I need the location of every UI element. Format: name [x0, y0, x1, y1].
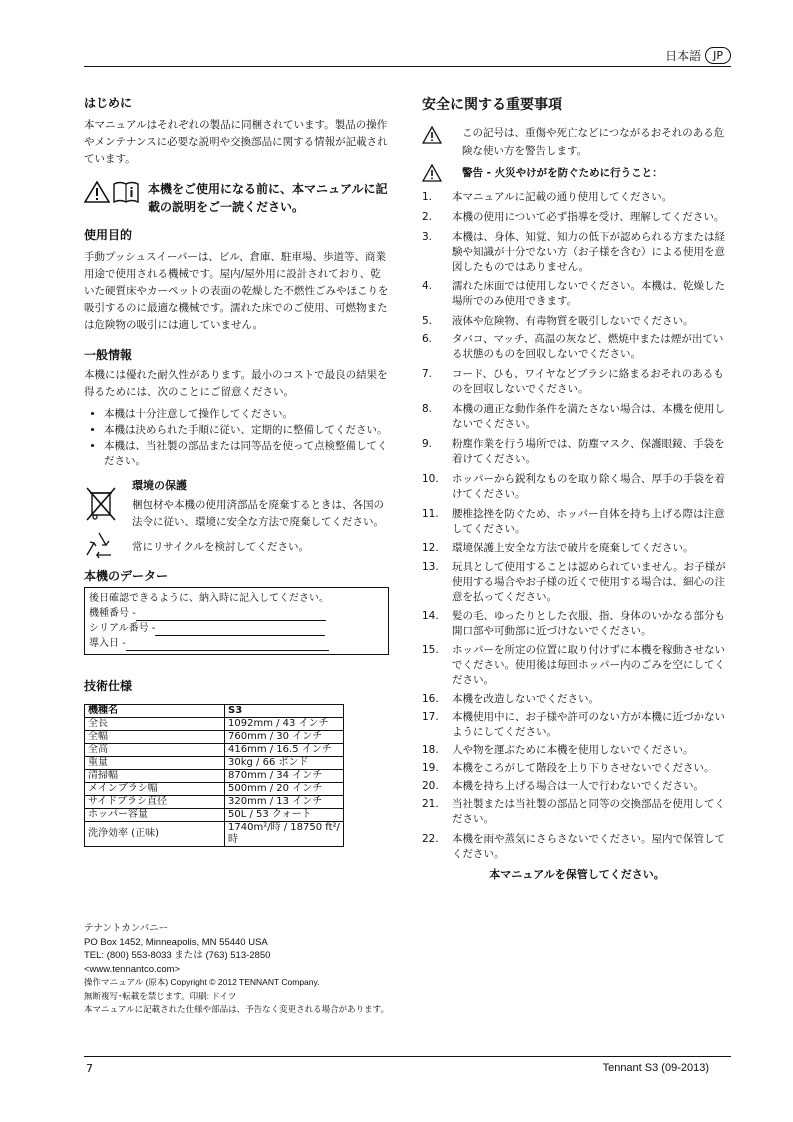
warning-triangle-icon	[84, 180, 110, 204]
list-number: 4.	[422, 280, 433, 292]
fire-warning-text: 警告 - 火災やけがを防ぐために行うこと：	[462, 167, 663, 179]
table-cell: 全幅	[85, 731, 225, 744]
install-field[interactable]	[126, 639, 329, 651]
list-text: 本機は、身体、知覚、知力の低下が認められる方または経験や知識が十分でない方（お子様を含む）による使用を意図したものではありません。	[452, 231, 725, 273]
environment-heading: 環境の保護	[132, 479, 187, 492]
document-title: Tennant S3 (09-2013)	[602, 1062, 709, 1074]
read-manual-warning	[84, 180, 389, 216]
list-item	[422, 710, 732, 740]
list-number: 12.	[422, 542, 439, 554]
list-text: タバコ、マッチ、高温の灰など、燃焼中または煙が出ている状態のものを回収しないでください。	[452, 333, 724, 360]
table-cell: 全高	[85, 744, 225, 757]
list-text: コード、ひも、ワイヤなどブラシに絡まるおそれのあるものを回収しないでください。	[452, 368, 724, 395]
table-cell: 機種名	[85, 705, 225, 718]
list-number: 9.	[422, 438, 433, 450]
purpose-text: 手動プッシュスイーパーは、ビル、倉庫、駐車場、歩道等、商業用途で使用される機械です。屋内/屋外用に設計されており、乾いた硬質床やカーペットの表面の乾燥した不燃性ごみやほこりを吸引するのに最適な機械です。濡れた床でのご使用、可燃物または危険物の吸引には適していません。	[84, 251, 389, 331]
serial-field[interactable]	[155, 624, 325, 636]
table-cell: ホッパー容量	[85, 809, 225, 822]
general-bullets	[84, 407, 389, 469]
list-item	[422, 832, 732, 862]
serial-label: シリアル番号 -	[89, 623, 156, 634]
table-cell: 760mm / 30 インチ	[225, 731, 344, 744]
warning-triangle-icon	[422, 164, 442, 182]
table-cell: 500mm / 20 インチ	[225, 783, 344, 796]
list-item	[422, 332, 732, 362]
list-number: 22.	[422, 833, 439, 845]
list-item	[422, 230, 732, 275]
list-number: 7.	[422, 368, 433, 380]
list-item	[422, 560, 732, 605]
table-cell: 870mm / 34 インチ	[225, 770, 344, 783]
table-cell: 50L / 53 クォート	[225, 809, 344, 822]
list-text: 濡れた床面では使用しないでください。本機は、乾燥した場所でのみ使用できます。	[452, 280, 725, 307]
header-rule	[84, 66, 731, 67]
fire-warning-row	[422, 164, 732, 182]
machine-data-box	[84, 587, 389, 655]
table-header-row	[85, 705, 344, 718]
list-text: 環境保護上安全な方法で破片を廃棄してください。	[452, 542, 694, 554]
list-text: ホッパーから鋭利なものを取り除く場合、厚手の手袋を着けてください。	[452, 473, 725, 500]
list-item	[422, 210, 732, 225]
list-number: 2.	[422, 211, 433, 223]
environment-text: 梱包材や本機の使用済部品を廃棄するときは、各国の法令に従い、環境に安全な方法で廃棄してください。	[132, 499, 384, 528]
list-item	[422, 692, 732, 707]
list-number: 1.	[422, 191, 433, 203]
list-item: • 本機は、当社製の部品または同等品を使って点検整備してください。	[104, 439, 389, 469]
warning-triangle-icon	[422, 126, 442, 144]
list-number: 3.	[422, 231, 433, 243]
table-row	[85, 796, 344, 809]
contact-block	[84, 922, 389, 1017]
list-number: 16.	[422, 693, 439, 705]
language-badge: JP	[705, 47, 731, 64]
right-column	[422, 94, 732, 882]
list-number: 21.	[422, 798, 439, 810]
list-number: 10.	[422, 473, 439, 485]
list-number: 14.	[422, 610, 439, 622]
list-text: 当社製または当社製の部品と同等の交換部品を使用してください。	[452, 798, 725, 825]
list-text: 玩具として使用することは認められていません。お子様が使用する場合やお子様の近くで使用する場合は、細心の注意を払ってください。	[452, 561, 726, 603]
list-number: 11.	[422, 508, 439, 520]
list-item	[422, 190, 732, 205]
table-cell: 320mm / 13 インチ	[225, 796, 344, 809]
general-heading: 一般情報	[84, 348, 133, 362]
list-number: 19.	[422, 762, 439, 774]
list-item	[422, 797, 732, 827]
list-item	[422, 367, 732, 397]
model-field[interactable]	[136, 609, 326, 621]
table-cell: 416mm / 16.5 インチ	[225, 744, 344, 757]
table-row	[85, 731, 344, 744]
list-text: 人や物を運ぶために本機を使用しないでください。	[452, 744, 694, 756]
list-item	[422, 472, 732, 502]
list-text: 本機を持ち上げる場合は一人で行わないでください。	[452, 780, 704, 792]
machine-data-note: 後日確認できるように、納入時に記入してください。	[89, 593, 329, 604]
list-item	[422, 609, 732, 639]
safety-heading: 安全に関する重要事項	[422, 97, 562, 113]
specs-heading: 技術仕様	[84, 679, 133, 693]
environment-section	[84, 477, 389, 531]
left-column	[84, 94, 389, 847]
list-text: 本機の使用について必ず指導を受け、理解してください。	[452, 211, 725, 223]
read-manual-book-icon	[112, 180, 140, 204]
symbol-explanation	[422, 124, 732, 160]
list-item: • 本機は決められた手順に従い、定期的に整備してください。	[104, 423, 389, 438]
list-text: 本マニュアルに記載の通り使用してください。	[452, 191, 673, 203]
list-text: 本機の適正な動作条件を満たさない場合は、本機を使用しないでください。	[452, 403, 725, 430]
purpose-heading: 使用目的	[84, 228, 133, 242]
list-item	[422, 541, 732, 556]
table-cell: 30kg / 66 ポンド	[225, 757, 344, 770]
table-cell: 1092mm / 43 インチ	[225, 718, 344, 731]
list-text: ホッパーを所定の位置に取り付けずに本機を稼動させないでください。使用後は毎回ホッパー内のごみを空にしてください。	[452, 644, 725, 686]
list-text: 本機を改造しないでください。	[452, 693, 599, 705]
install-label: 導入日 -	[89, 638, 126, 649]
table-cell: 重量	[85, 757, 225, 770]
copyright-text: 操作マニュアル (原本) Copyright © 2012 TENNANT Company.	[84, 977, 320, 987]
table-row	[85, 783, 344, 796]
list-number: 17.	[422, 711, 439, 723]
intro-heading: はじめに	[84, 96, 133, 110]
crossed-bin-icon	[84, 485, 118, 523]
list-text: 本機使用中に、お子様や許可のない方が本機に近づかないようにしてください。	[452, 711, 725, 738]
table-cell: 1740m²/時 / 18750 ft²/時	[225, 822, 344, 847]
list-number: 15.	[422, 644, 439, 656]
list-item	[422, 314, 732, 329]
table-cell: メインブラシ幅	[85, 783, 225, 796]
list-number: 8.	[422, 403, 433, 415]
table-row	[85, 770, 344, 783]
company-name: テナントカンパニー	[84, 923, 169, 934]
list-item	[422, 507, 732, 537]
table-cell: 全長	[85, 718, 225, 731]
read-manual-text: 本機をご使用になる前に、本マニュアルに記載の説明をご一読ください。	[148, 182, 388, 214]
table-row	[85, 718, 344, 731]
machine-data-heading: 本機のデーター	[84, 569, 169, 583]
list-item	[422, 743, 732, 758]
list-text: 粉塵作業を行う場所では、防塵マスク、保護眼鏡、手袋を着けてください。	[452, 438, 725, 465]
list-text: 液体や危険物、有毒物質を吸引しないでください。	[452, 315, 694, 327]
language-text: 日本語	[665, 49, 702, 63]
list-item	[422, 643, 732, 688]
footer-rule	[84, 1056, 731, 1057]
list-text: 本機をころがして階段を上り下りさせないでください。	[452, 762, 715, 774]
list-item	[422, 761, 732, 776]
intro-text: 本マニュアルはそれぞれの製品に同梱されています。製品の操作やメンテナンスに必要な説明や交換部品に関する情報が記載されています。	[84, 119, 388, 165]
general-text: 本機には優れた耐久性があります。最小のコストで最良の結果を得るためには、次のことにご留意ください。	[84, 369, 388, 398]
list-text: 腰椎捻挫を防ぐため、ホッパー自体を持ち上げる際は注意してください。	[452, 508, 725, 535]
table-row	[85, 809, 344, 822]
reprint-text: 無断複写･転載を禁じます。印刷: ドイツ	[84, 990, 237, 1001]
recycle-text: 常にリサイクルを検討してください。	[132, 541, 310, 553]
specs-table	[84, 704, 344, 847]
list-item	[422, 402, 732, 432]
page-number: 7	[86, 1062, 93, 1075]
list-text: 本機を雨や蒸気にさらさないでください。屋内で保管してください。	[452, 833, 725, 860]
symbol-text: この記号は、重傷や死亡などにつながるおそれのある危険な使い方を警告します。	[462, 127, 725, 157]
table-row	[85, 822, 344, 847]
table-cell: 清掃幅	[85, 770, 225, 783]
recycle-icon	[84, 531, 114, 559]
model-label: 機種番号 -	[89, 608, 136, 619]
recycle-row	[84, 531, 389, 563]
list-number: 5.	[422, 315, 433, 327]
list-item	[422, 279, 732, 309]
closing-text: 本マニュアルを保管してください。	[489, 868, 665, 881]
table-cell: 洗浄効率 (正味)	[85, 822, 225, 847]
safety-list	[422, 190, 732, 862]
change-notice: 本マニュアルに記載された仕様や部品は、予告なく変更される場合があります。	[84, 1004, 389, 1014]
table-cell: S3	[225, 705, 344, 718]
company-address: PO Box 1452, Minneapolis, MN 55440 USA	[84, 936, 268, 948]
language-label	[665, 47, 731, 64]
table-row	[85, 757, 344, 770]
list-number: 20.	[422, 780, 439, 792]
list-item: • 本機は十分注意して操作してください。	[104, 407, 389, 422]
list-text: 髪の毛、ゆったりとした衣服、指、身体のいかなる部分も開口部や可動部に近づけないでください。	[452, 610, 725, 637]
list-item	[422, 779, 732, 794]
list-item	[422, 437, 732, 467]
list-number: 13.	[422, 561, 439, 573]
company-website[interactable]: <www.tennantco.com>	[84, 963, 181, 975]
company-tel: TEL: (800) 553-8033 または (763) 513-2850	[84, 950, 271, 961]
list-number: 18.	[422, 744, 439, 756]
table-cell: サイドブラシ直径	[85, 796, 225, 809]
list-number: 6.	[422, 333, 433, 345]
table-row	[85, 744, 344, 757]
